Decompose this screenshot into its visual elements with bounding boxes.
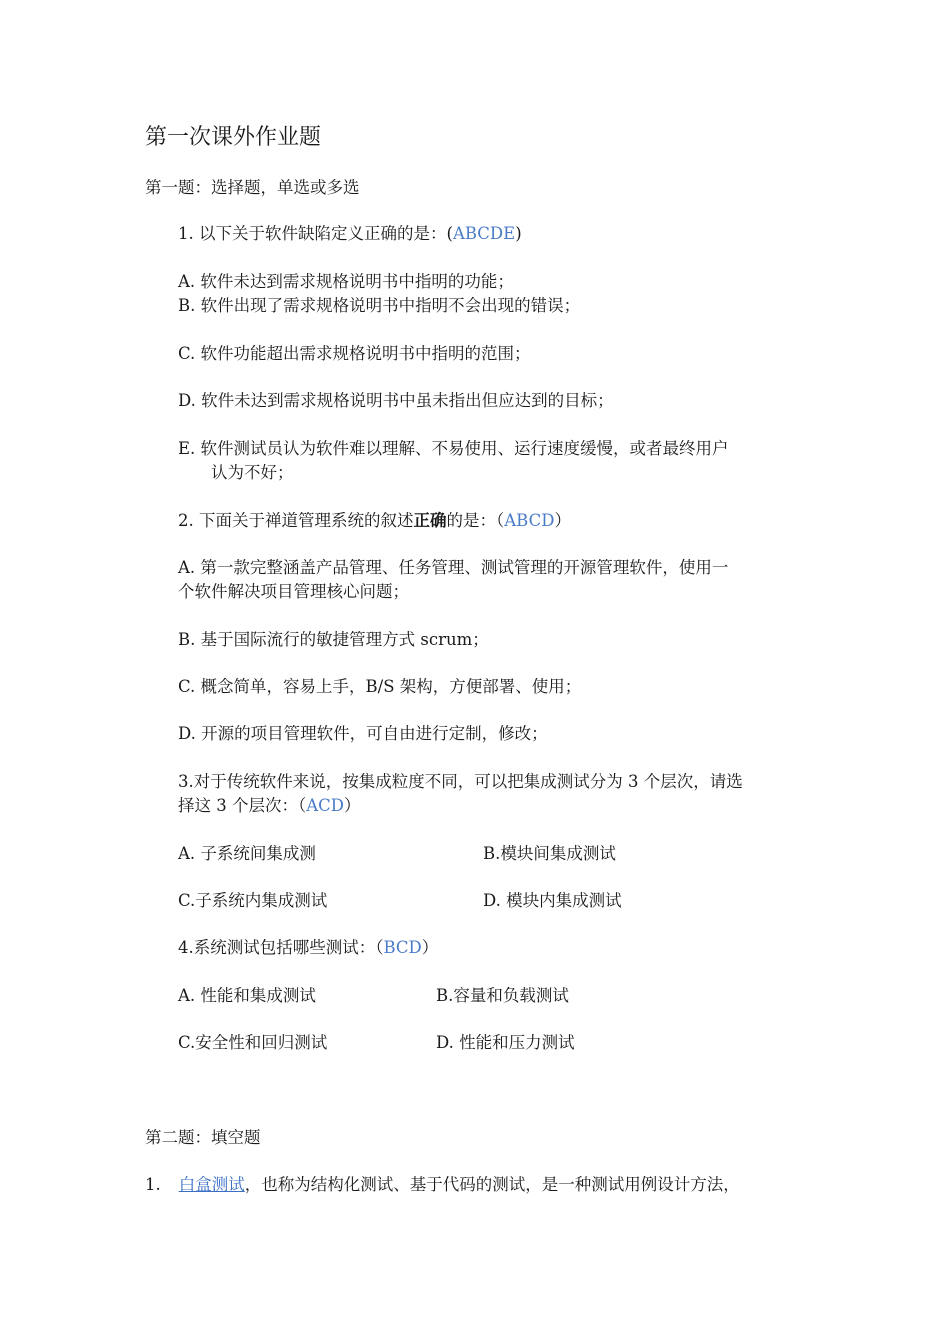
q1-option-d: D. 软件未达到需求规格说明书中虽未指出但应达到的目标； <box>178 391 614 410</box>
q2-option-a-cont: 个软件解决项目管理核心问题； <box>178 582 409 601</box>
s2-item1-blank: 白盒测试 <box>178 1175 245 1194</box>
q2-stem-post: 的是：（ <box>446 511 505 530</box>
q2-option-a: A. 第一款完整涵盖产品管理、任务管理、测试管理的开源管理软件，使用一 <box>178 558 729 577</box>
q3-close: ） <box>344 796 361 815</box>
q2-stem-pre: 2. 下面关于禅道管理系统的叙述 <box>178 511 414 530</box>
q2-option-d: D. 开源的项目管理软件，可自由进行定制，修改； <box>178 724 548 743</box>
q2-stem-bold: 正确 <box>413 511 447 530</box>
s2-item1-number: 1. <box>145 1175 161 1194</box>
q2-close: ） <box>554 511 571 530</box>
q3-stem-line2 <box>178 795 361 817</box>
q3-stem-line2-text: 择这 3 个层次：（ <box>178 796 307 815</box>
q1-option-a: A. 软件未达到需求规格说明书中指明的功能； <box>178 272 514 291</box>
s2-item1-text: ，也称为结构化测试、基于代码的测试，是一种测试用例设计方法， <box>244 1175 740 1194</box>
q4-stem <box>178 937 438 959</box>
section2-heading: 第二题：填空题 <box>145 1128 261 1147</box>
q1-close: ) <box>515 224 522 243</box>
q3-option-b: B.模块间集成测试 <box>483 844 616 863</box>
q1-option-c: C. 软件功能超出需求规格说明书中指明的范围； <box>178 344 531 363</box>
q4-option-b: B.容量和负载测试 <box>436 986 569 1005</box>
q2-stem <box>178 510 571 532</box>
q1-option-b: B. 软件出现了需求规格说明书中指明不会出现的错误； <box>178 296 581 315</box>
q4-option-d: D. 性能和压力测试 <box>436 1033 575 1052</box>
q3-option-c: C.子系统内集成测试 <box>178 891 328 910</box>
page-title: 第一次课外作业题 <box>145 125 322 150</box>
q3-option-a: A. 子系统间集成测 <box>178 844 316 863</box>
q4-answer: BCD <box>383 938 422 957</box>
section1-heading: 第一题：选择题，单选或多选 <box>145 178 360 197</box>
q1-stem-text: 1. 以下关于软件缺陷定义正确的是：( <box>178 224 453 243</box>
q1-answer: ABCDE <box>452 224 516 243</box>
q1-option-e-cont: 认为不好； <box>211 463 294 482</box>
q3-stem-line1: 3.对于传统软件来说，按集成粒度不同，可以把集成测试分为 3 个层次，请选 <box>178 772 743 791</box>
q4-option-c: C.安全性和回归测试 <box>178 1033 328 1052</box>
q1-stem <box>178 223 522 245</box>
q3-answer: ACD <box>306 796 345 815</box>
q4-stem-text: 4.系统测试包括哪些测试：（ <box>178 938 384 957</box>
q2-answer: ABCD <box>504 511 555 530</box>
q2-option-b: B. 基于国际流行的敏捷管理方式 scrum； <box>178 630 489 649</box>
q1-option-e: E. 软件测试员认为软件难以理解、不易使用、运行速度缓慢，或者最终用户 <box>178 439 729 458</box>
q4-close: ） <box>421 938 439 957</box>
q2-option-c: C. 概念简单，容易上手，B/S 架构，方便部署、使用； <box>178 677 582 696</box>
s2-item1 <box>145 1174 740 1196</box>
q4-option-a: A. 性能和集成测试 <box>178 986 316 1005</box>
q3-option-d: D. 模块内集成测试 <box>483 891 622 910</box>
